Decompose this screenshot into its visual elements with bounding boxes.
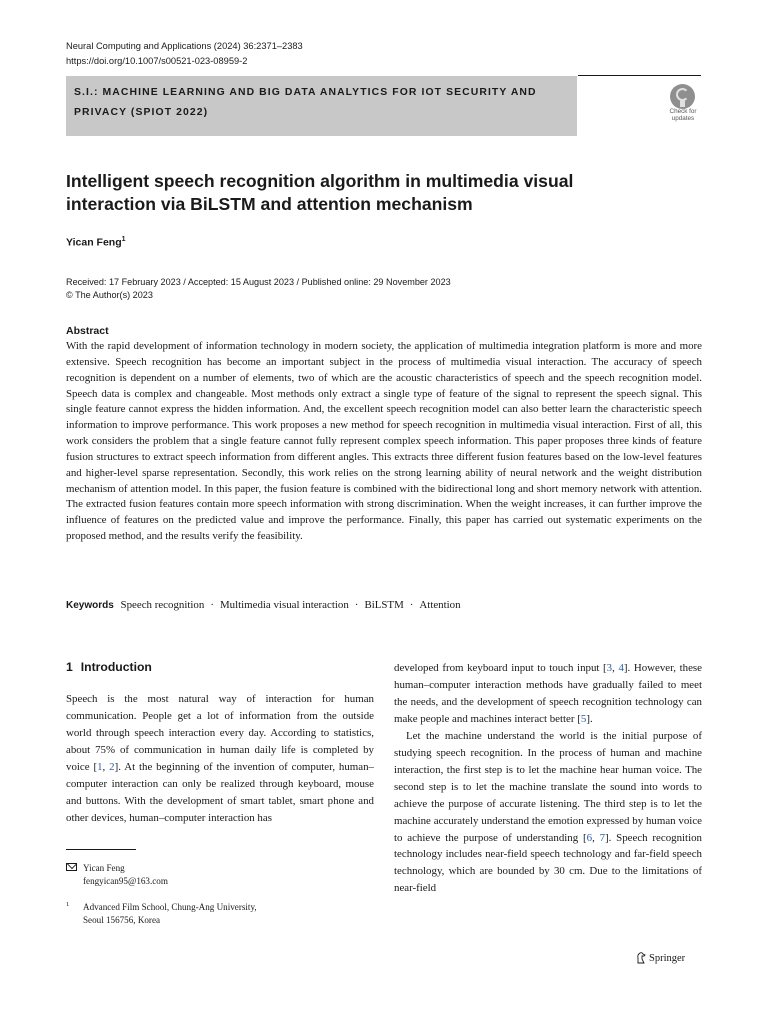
special-issue-banner (66, 76, 577, 136)
abstract-heading: Abstract (66, 325, 109, 337)
check-for-updates-badge[interactable] (663, 84, 703, 124)
intro-paragraph-1-cont: developed from keyboard input to touch input [3, 4]. However, these human–computer interaction methods have gradually failed to meet the needs, and the development of speech recognition technology can make people and machines interact better [5]. (394, 662, 703, 725)
affiliation-line-2: Seoul 156756, Korea (83, 915, 161, 925)
keyword-separator: · (354, 599, 359, 611)
footnote-rule (66, 849, 136, 850)
section-heading-introduction (66, 660, 152, 674)
abstract-text: With the rapid development of information technology in modern society, the application of multimedia integration platform is more and more extensive. Speech recognition has become an important subject in the process of multimedia visual interaction. The accuracy of speech recognition is dependent on a number of elements, two of which are the acoustic characteristics of speech and the speech recognition model. Speech data is complex and changeable. Most methods only extract a single type of feature of the signal to represent the speech signal. This single feature cannot express the hidden information. And, the excellent speech recognition model can also better learn the characteristic speech information to improve performance. This work proposes a new method for speech recognition in multimedia visual interaction. First of all, this work considers the problem that a single feature cannot fully represent complex speech information. This paper proposes three kinds of feature fusion structures to extract speech information from different angles. This extracts three different fusion features based on the low-level features and higher-level sparse representation. Secondly, this work relies on the strong learning ability of neural network and the weight distribution mechanism of attention model. In this paper, the fusion feature is combined with the bidirectional long and short memory network with attention. The extracted fusion features contain more speech information with strong discrimination. When the weight increases, it can further improve the influence of features on the predicted value and improve the performance. Finally, this paper has carried out systematic experiments on the proposed method, and the results verify the feasibility. (66, 340, 702, 543)
citation-link[interactable]: 1 (97, 760, 103, 773)
title-line-1: Intelligent speech recognition algorithm in multimedia visual (66, 171, 574, 191)
citation-link[interactable]: 5 (580, 712, 587, 725)
paper-title (66, 170, 626, 215)
publisher-logo (636, 952, 685, 964)
section-title: Introduction (80, 660, 152, 674)
footnote-author-name: Yican Feng (83, 863, 125, 873)
keyword-separator: · (409, 599, 414, 611)
affiliation-footnote (66, 901, 257, 927)
dates-line: Received: 17 February 2023 / Accepted: 15 August 2023 / Published online: 29 November 2023 (66, 277, 451, 287)
keywords-label: Keywords (66, 600, 114, 611)
author-name[interactable]: Yican Feng (66, 236, 122, 249)
banner-line-2: PRIVACY (SPIOT 2022) (74, 107, 209, 118)
citation-link[interactable]: 3 (606, 662, 613, 674)
citation-link[interactable]: 6 (586, 831, 593, 844)
copyright-line: © The Author(s) 2023 (66, 290, 153, 300)
keyword-item: BiLSTM (364, 599, 404, 611)
keyword-item: Attention (419, 599, 461, 611)
keyword-item: Multimedia visual interaction (219, 599, 349, 611)
header-rule (578, 75, 701, 76)
keyword-separator: · (210, 599, 214, 611)
journal-citation: Neural Computing and Applications (2024) 36:2371–2383 (66, 41, 303, 51)
check-updates-icon (670, 84, 695, 109)
publisher-name: Springer (649, 952, 686, 964)
banner-line-1: S.I.: MACHINE LEARNING AND BIG DATA ANALYTICS FOR IOT SECURITY AND (74, 87, 537, 98)
citation-link[interactable]: 4 (618, 662, 624, 674)
envelope-icon (66, 863, 77, 871)
check-updates-line-2: updates (671, 115, 695, 122)
springer-horse-icon (636, 952, 646, 964)
keyword-item: Speech recognition (120, 599, 205, 611)
doi-link[interactable]: https://doi.org/10.1007/s00521-023-08959-2 (66, 56, 248, 66)
publication-dates (66, 276, 451, 302)
body-column-left (66, 691, 374, 827)
corresponding-author-footnote (66, 862, 168, 888)
author-email[interactable]: fengyican95@163.com (83, 876, 168, 886)
intro-paragraph-2: Let the machine understand the world is the initial purpose of studying speech recognition. In the process of human and machine interaction, the first step is to let the machine hear human voice. The second step is to let the machine translate the sound into words to achieve the purpose of accurate listening. The third step is to let the machine accurately understand the emotion expressed by human voice to achieve the purpose of understanding [6, 7]. Speech recognition technology includes near-field speech technology and far-field speech technology, which are bounded by 30 cm. Due to the limitations of near-field (394, 729, 702, 895)
check-updates-line-1: Check for (669, 108, 697, 115)
affiliation-number: 1 (66, 901, 70, 908)
body-column-right (394, 660, 702, 897)
keywords-line (66, 599, 461, 611)
intro-paragraph-1: Speech is the most natural way of interaction for human communication. People get a lot of information from the outside world through speech interaction every day. According to statistics, about 75% of communication in human daily life is completed by voice [1, 2]. At the beginning of the invention of computer, human–computer interaction can only be realized through keyboard, mouse and buttons. With the development of smart tablet, smart phone and other devices, human–computer interaction has (66, 693, 375, 824)
citation-link[interactable]: 2 (109, 760, 115, 773)
author-affil-mark: 1 (121, 236, 126, 243)
author-line (66, 236, 126, 249)
affiliation-line-1: Advanced Film School, Chung-Ang University, (83, 902, 257, 912)
citation-link[interactable]: 7 (599, 831, 606, 844)
title-line-2: interaction via BiLSTM and attention mechanism (66, 193, 473, 214)
section-number: 1 (66, 660, 73, 674)
